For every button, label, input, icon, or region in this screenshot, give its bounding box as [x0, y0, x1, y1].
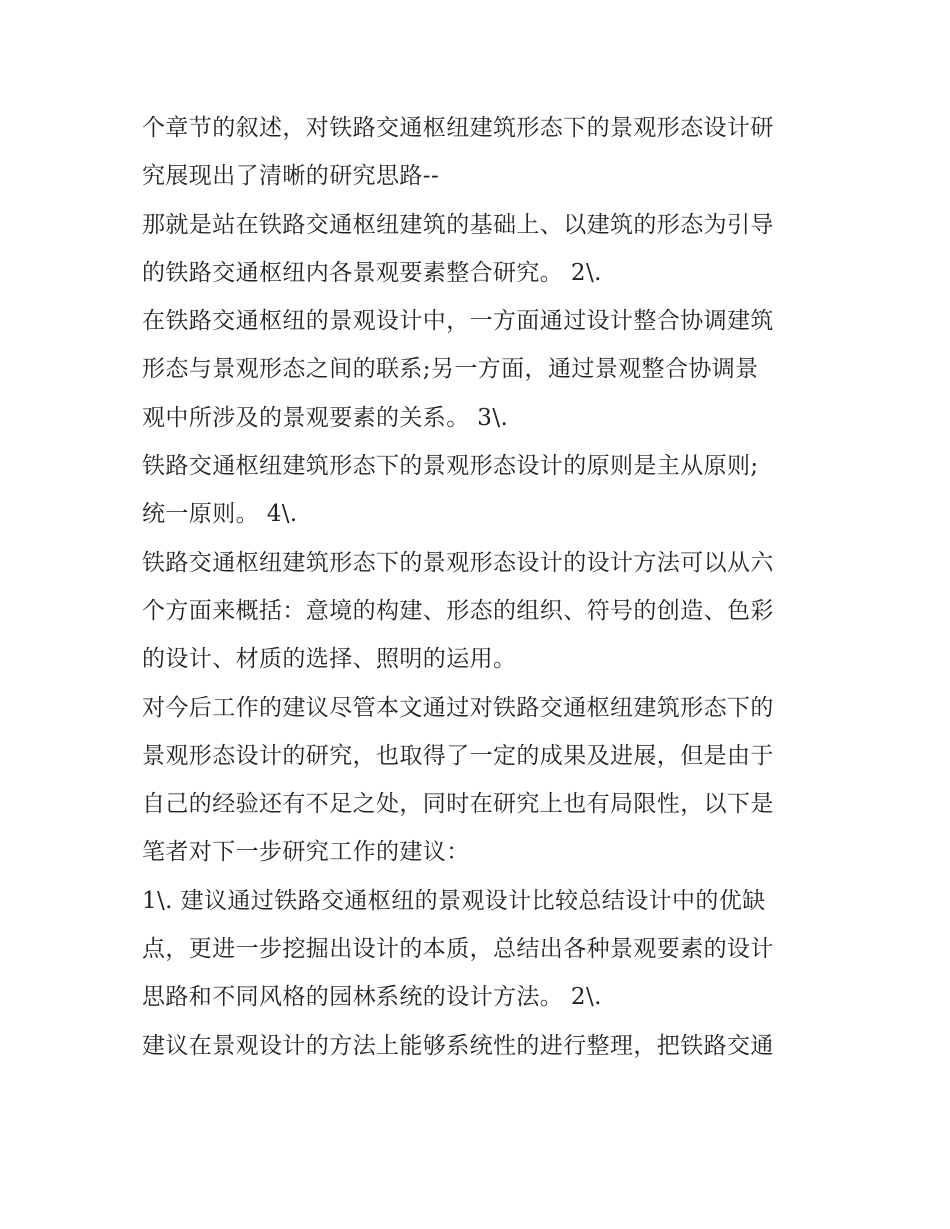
text-line: 笔者对下一步研究工作的建议：: [142, 839, 470, 866]
text-line: 究展现出了清晰的研究思路--: [142, 163, 440, 190]
document-body: [142, 104, 822, 1070]
text-line: 形态与景观形态之间的联系;另一方面，通过景观整合协调景: [142, 356, 759, 383]
text-line: 那就是站在铁路交通枢纽建筑的基础上、以建筑的形态为引导: [142, 211, 774, 238]
text-line: 点，更进一步挖掘出设计的本质，总结出各种景观要素的设计: [142, 936, 774, 963]
text-line: 1\. 建议通过铁路交通枢纽的景观设计比较总结设计中的优缺: [142, 887, 766, 914]
text-line: 个方面来概括：意境的构建、形态的组织、符号的创造、色彩: [142, 597, 774, 624]
text-line: 建议在景观设计的方法上能够系统性的进行整理，把铁路交通: [142, 1032, 774, 1059]
text-line: 铁路交通枢纽建筑形态下的景观形态设计的原则是主从原则;: [142, 453, 759, 480]
text-line: 铁路交通枢纽建筑形态下的景观形态设计的设计方法可以从六: [142, 549, 774, 576]
text-line: 思路和不同风格的园林系统的设计方法。 2\.: [142, 984, 602, 1011]
text-line: 景观形态设计的研究，也取得了一定的成果及进展，但是由于: [142, 742, 774, 769]
text-line: 个章节的叙述，对铁路交通枢纽建筑形态下的景观形态设计研: [142, 115, 774, 141]
text-line: 统一原则。 4\.: [142, 501, 298, 528]
text-line: 自己的经验还有不足之处，同时在研究上也有局限性，以下是: [142, 791, 774, 818]
text-line: 在铁路交通枢纽的景观设计中，一方面通过设计整合协调建筑: [142, 308, 774, 335]
text-line: 的设计、材质的选择、照明的运用。: [142, 646, 517, 673]
text-line: 的铁路交通枢纽内各景观要素整合研究。 2\.: [142, 259, 602, 286]
text-line: 对今后工作的建议尽管本文通过对铁路交通枢纽建筑形态下的: [142, 694, 774, 721]
text-line: 观中所涉及的景观要素的关系。 3\.: [142, 404, 509, 431]
